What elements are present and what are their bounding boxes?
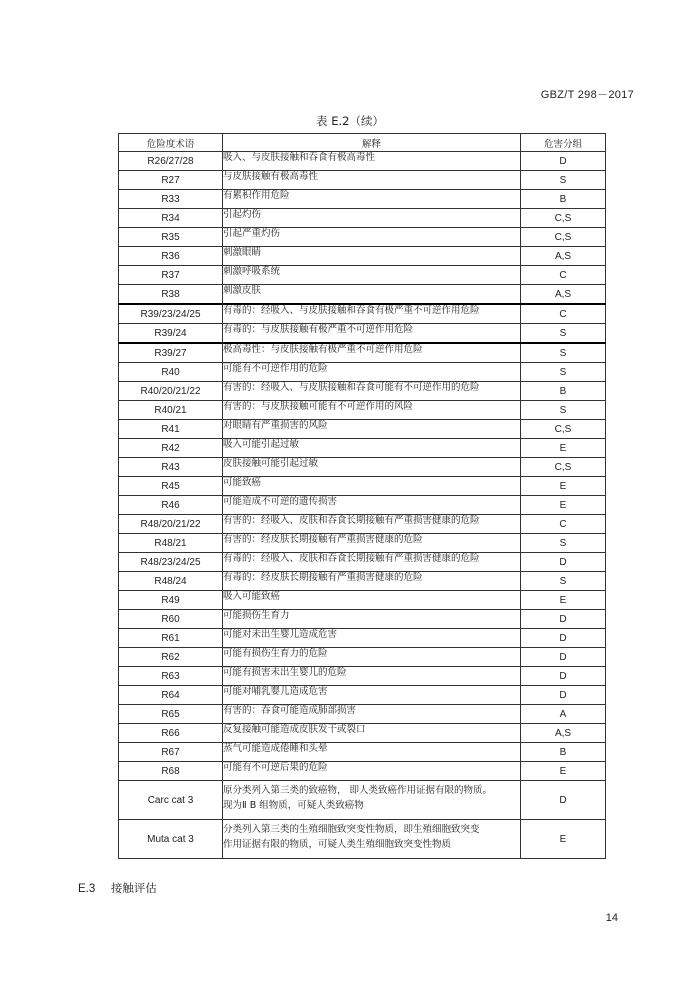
hazard-term-cell: Carc cat 3 (119, 781, 223, 820)
col-header-explanation: 解释 (223, 134, 521, 152)
table-row (119, 401, 606, 420)
page-number: 14 (605, 912, 618, 924)
explanation-cell: 刺激呼吸系统 (223, 266, 521, 285)
hazard-term-cell: R40/20/21/22 (119, 382, 223, 401)
hazard-group-cell: S (521, 363, 606, 382)
hazard-group-cell: A (521, 705, 606, 724)
explanation-cell: 反复接触可能造成皮肤发干或裂口 (223, 724, 521, 743)
explanation-cell (223, 781, 521, 820)
explanation-cell: 有毒的：经皮肤长期接触有严重损害健康的危险 (223, 572, 521, 591)
hazard-group-cell: D (521, 629, 606, 648)
table-row (119, 686, 606, 705)
standard-code: GBZ/T 298－2017 (540, 89, 634, 101)
hazard-term-cell: R34 (119, 209, 223, 228)
hazard-term-cell: R48/23/24/25 (119, 553, 223, 572)
hazard-group-cell: D (521, 667, 606, 686)
hazard-term-cell: R48/24 (119, 572, 223, 591)
table-row (119, 190, 606, 209)
section-number: E.3 (78, 883, 96, 895)
table-row (119, 667, 606, 686)
explanation-cell: 有毒的：经吸入、与皮肤接触和吞食有极严重不可逆作用危险 (223, 304, 521, 324)
explanation-cell: 有害的：经吸入、皮肤和吞食长期接触有严重损害健康的危险 (223, 515, 521, 534)
table-row (119, 439, 606, 458)
hazard-group-cell: D (521, 152, 606, 171)
explanation-cell: 吸入可能致癌 (223, 591, 521, 610)
hazard-group-cell: S (521, 343, 606, 363)
hazard-table (118, 133, 606, 859)
explanation-cell: 对眼睛有严重损害的风险 (223, 420, 521, 439)
table-row (119, 382, 606, 401)
table-row (119, 363, 606, 382)
hazard-group-cell: S (521, 324, 606, 344)
explanation-cell: 可能对哺乳婴儿造成危害 (223, 686, 521, 705)
explanation-cell: 可能有不可逆作用的危险 (223, 363, 521, 382)
table-row (119, 420, 606, 439)
hazard-term-cell: R65 (119, 705, 223, 724)
hazard-term-cell: R49 (119, 591, 223, 610)
hazard-group-cell: B (521, 382, 606, 401)
hazard-term-cell: R40 (119, 363, 223, 382)
table-row (119, 705, 606, 724)
table-row (119, 247, 606, 266)
explanation-cell: 引起严重灼伤 (223, 228, 521, 247)
hazard-term-cell: R37 (119, 266, 223, 285)
hazard-group-cell: E (521, 591, 606, 610)
table-row (119, 152, 606, 171)
hazard-term-cell: R68 (119, 762, 223, 781)
hazard-group-cell: A,S (521, 247, 606, 266)
table-row (119, 515, 606, 534)
table-row (119, 304, 606, 324)
hazard-term-cell: R33 (119, 190, 223, 209)
table-row (119, 610, 606, 629)
explanation-cell: 有毒的：经吸入、皮肤和吞食长期接触有严重损害健康的危险 (223, 553, 521, 572)
hazard-group-cell: B (521, 190, 606, 209)
explanation-cell: 可能有损害未出生婴儿的危险 (223, 667, 521, 686)
hazard-group-cell: B (521, 743, 606, 762)
hazard-group-cell: E (521, 439, 606, 458)
hazard-group-cell: S (521, 534, 606, 553)
hazard-group-cell: S (521, 572, 606, 591)
hazard-term-cell: R48/20/21/22 (119, 515, 223, 534)
hazard-group-cell: A,S (521, 285, 606, 305)
hazard-term-cell: R60 (119, 610, 223, 629)
explanation-cell: 有害的：经皮肤长期接触有严重损害健康的危险 (223, 534, 521, 553)
hazard-term-cell: R64 (119, 686, 223, 705)
section-title: 接触评估 (110, 881, 157, 895)
explanation-cell: 与皮肤接触有极高毒性 (223, 171, 521, 190)
table-row (119, 820, 606, 859)
hazard-term-cell: R61 (119, 629, 223, 648)
hazard-term-cell: Muta cat 3 (119, 820, 223, 859)
hazard-term-cell: R40/21 (119, 401, 223, 420)
hazard-group-cell: D (521, 610, 606, 629)
hazard-group-cell: D (521, 553, 606, 572)
table-body (119, 152, 606, 859)
table-row (119, 743, 606, 762)
table-row (119, 209, 606, 228)
explanation-cell: 有害的：吞食可能造成肺部损害 (223, 705, 521, 724)
hazard-term-cell: R39/23/24/25 (119, 304, 223, 324)
hazard-group-cell: C,S (521, 458, 606, 477)
hazard-term-cell: R35 (119, 228, 223, 247)
hazard-group-cell: E (521, 496, 606, 515)
explanation-cell: 可能有损伤生育力的危险 (223, 648, 521, 667)
explanation-cell: 引起灼伤 (223, 209, 521, 228)
explanation-cell (223, 820, 521, 859)
table-row (119, 496, 606, 515)
hazard-group-cell: A,S (521, 724, 606, 743)
table-row (119, 591, 606, 610)
table-row (119, 458, 606, 477)
table-row (119, 228, 606, 247)
hazard-term-cell: R27 (119, 171, 223, 190)
explanation-cell: 吸入、与皮肤接触和吞食有极高毒性 (223, 152, 521, 171)
hazard-group-cell: C (521, 266, 606, 285)
hazard-term-cell: R39/24 (119, 324, 223, 344)
explanation-line: 分类列入第三类的生殖细胞致突变性物质，即生殖细胞致突变 (223, 824, 480, 835)
hazard-group-cell: S (521, 171, 606, 190)
explanation-cell: 吸入可能引起过敏 (223, 439, 521, 458)
hazard-group-cell: D (521, 781, 606, 820)
explanation-line: 作用证据有限的物质，可疑人类生殖细胞致突变性物质 (223, 839, 452, 850)
hazard-term-cell: R42 (119, 439, 223, 458)
hazard-group-cell: C,S (521, 228, 606, 247)
hazard-group-cell: E (521, 820, 606, 859)
explanation-cell: 有害的：经吸入、与皮肤接触和吞食可能有不可逆作用的危险 (223, 382, 521, 401)
hazard-term-cell: R39/27 (119, 343, 223, 363)
explanation-cell: 蒸气可能造成倦睡和头晕 (223, 743, 521, 762)
hazard-term-cell: R41 (119, 420, 223, 439)
col-header-group: 危害分组 (521, 134, 606, 152)
table-row (119, 266, 606, 285)
hazard-term-cell: R38 (119, 285, 223, 305)
table-row (119, 324, 606, 344)
table-row (119, 534, 606, 553)
table-row (119, 724, 606, 743)
explanation-line: 原分类列入第三类的致癌物， 即人类致癌作用证据有限的物质。 (223, 785, 493, 796)
hazard-term-cell: R66 (119, 724, 223, 743)
table-row (119, 648, 606, 667)
hazard-term-cell: R36 (119, 247, 223, 266)
explanation-cell: 可能损伤生育力 (223, 610, 521, 629)
table-header-row (119, 134, 606, 152)
hazard-term-cell: R45 (119, 477, 223, 496)
hazard-term-cell: R26/27/28 (119, 152, 223, 171)
table-row (119, 171, 606, 190)
table-row (119, 285, 606, 305)
hazard-group-cell: E (521, 477, 606, 496)
table-row (119, 477, 606, 496)
hazard-term-cell: R48/21 (119, 534, 223, 553)
hazard-group-cell: C (521, 515, 606, 534)
explanation-cell: 皮肤接触可能引起过敏 (223, 458, 521, 477)
explanation-line: 现为Ⅱ B 组物质，可疑人类致癌物 (223, 800, 364, 811)
explanation-cell: 可能有不可逆后果的危险 (223, 762, 521, 781)
table-row (119, 629, 606, 648)
hazard-group-cell: C (521, 304, 606, 324)
hazard-term-cell: R67 (119, 743, 223, 762)
hazard-group-cell: D (521, 648, 606, 667)
explanation-cell: 极高毒性：与皮肤接触有极严重不可逆作用危险 (223, 343, 521, 363)
hazard-term-cell: R43 (119, 458, 223, 477)
table-row (119, 762, 606, 781)
col-header-term: 危险度术语 (119, 134, 223, 152)
hazard-group-cell: C,S (521, 209, 606, 228)
table-caption: 表 E.2（续） (316, 114, 384, 128)
explanation-cell: 可能造成不可逆的遗传损害 (223, 496, 521, 515)
table-row (119, 343, 606, 363)
hazard-group-cell: S (521, 401, 606, 420)
table-row (119, 572, 606, 591)
hazard-term-cell: R46 (119, 496, 223, 515)
section-heading (78, 880, 157, 896)
explanation-cell: 可能对未出生婴儿造成危害 (223, 629, 521, 648)
table-row (119, 553, 606, 572)
hazard-term-cell: R62 (119, 648, 223, 667)
table-row (119, 781, 606, 820)
hazard-term-cell: R63 (119, 667, 223, 686)
explanation-cell: 有毒的：与皮肤接触有极严重不可逆作用危险 (223, 324, 521, 344)
explanation-cell: 有害的：与皮肤接触可能有不可逆作用的风险 (223, 401, 521, 420)
explanation-cell: 刺激皮肤 (223, 285, 521, 305)
hazard-group-cell: C,S (521, 420, 606, 439)
hazard-group-cell: E (521, 762, 606, 781)
explanation-cell: 有累积作用危险 (223, 190, 521, 209)
explanation-cell: 可能致癌 (223, 477, 521, 496)
explanation-cell: 刺激眼睛 (223, 247, 521, 266)
hazard-group-cell: D (521, 686, 606, 705)
